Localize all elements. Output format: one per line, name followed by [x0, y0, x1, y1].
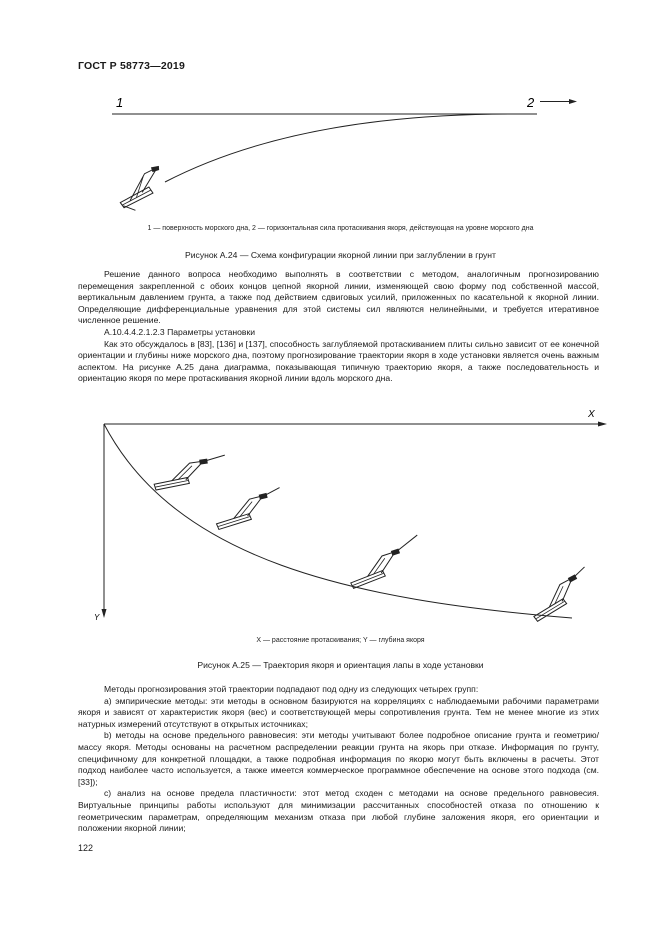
anchor-icon — [524, 567, 596, 622]
anchor-icon — [212, 488, 286, 530]
x-axis — [104, 422, 607, 427]
page-number: 122 — [78, 843, 94, 853]
body-text-block-2 — [78, 684, 599, 835]
fig2-legend: X — расстояние протаскивания; Y — глубина якоря — [256, 637, 425, 644]
fig2-caption: Рисунок А.25 — Траектория якоря и ориентация лапы в ходе установки — [197, 660, 484, 670]
section-heading: А.10.4.4.2.1.2.3 Параметры установки — [104, 326, 256, 337]
paragraph: Как это обсуждалось в [83], [136] и [137], способность заглубляемой протаскиванием плиты сильно зависит от ее конечной ориентации и глубины ниже морского дна, поэтому прогнозирование траектории якоря в ходе установки является очень важным аспектом. На рисунке А.25 дана диаграмма, показывающая типичную траекторию якоря, а также последовательность и ориентацию якоря по мере протаскивания якорной линии вдоль морского дна. — [78, 338, 599, 384]
list-item-c: c) анализ на основе предела пластичности: этот метод сходен с методами на основе предельного равновесия. Виртуальные принципы работы используют для минимизации рассчитанных способностей отказа по отношению к геометрическим параметрам, определяющим механизм отказа при любой глубине заложения якоря, его ориентации и положении якорной линии; — [78, 788, 599, 834]
x-axis-label: X — [588, 409, 595, 420]
fig1-legend: 1 — поверхность морского дна, 2 — горизонтальная сила протаскивания якоря, действующая на уровне морского дна — [147, 225, 534, 232]
anchor-trajectory-curve — [104, 424, 572, 618]
paragraph: Решение данного вопроса необходимо выполнять в соответствии с методом, аналогичным прогнозированию перемещения закрепленной с обоих концов цепной якорной линии, изменяющей свою форму под собственной массой, вертикальным давлением грунта, а также под действием сдвиговых усилий, приложенных по касательной к якорной линии. Определяющие дифференциальные уравнения для этой системы сил являются нелинейными, и требуется итеративное численное решение. — [78, 269, 599, 326]
y-axis — [102, 424, 107, 618]
anchor-icon — [152, 455, 229, 490]
y-axis-label: Y — [94, 613, 100, 622]
list-item-b: b) методы на основе предельного равновесия: эти методы учитывают более подробное описание грунта и геометрию/массу якоря. Методы основаны на расчетном распределении реакции грунта на якорь при отказе. Информация по грунту, специфичному для конкретной площадки, а также подробная информация по якорю могут быть включены в расчеты. Этот подход наиболее часто используется, а также имеется коммерческое программное обеспечение на основе этого подхода (см. [33]); — [78, 730, 599, 787]
fig1-label-1: 1 — [116, 95, 124, 110]
fig1-label-2: 2 — [527, 95, 535, 110]
anchor-icon — [343, 535, 427, 589]
fig1-caption: Рисунок А.24 — Схема конфигурации якорной линии при заглублении в грунт — [184, 250, 496, 260]
list-item-a: a) эмпирические методы: эти методы в основном базируются на корреляциях с наблюдаемыми рабочими параметрами якоря и зависят от характеристик якоря (вес) и соответствующей меры сопротивления грунта. Тем не менее многие из этих натурных измерений отсутствуют в открытых источниках; — [78, 695, 599, 729]
document-header: ГОСТ Р 58773—2019 — [78, 60, 186, 72]
paragraph: Методы прогнозирования этой траектории подпадают под одну из следующих четырех групп: — [104, 684, 479, 694]
